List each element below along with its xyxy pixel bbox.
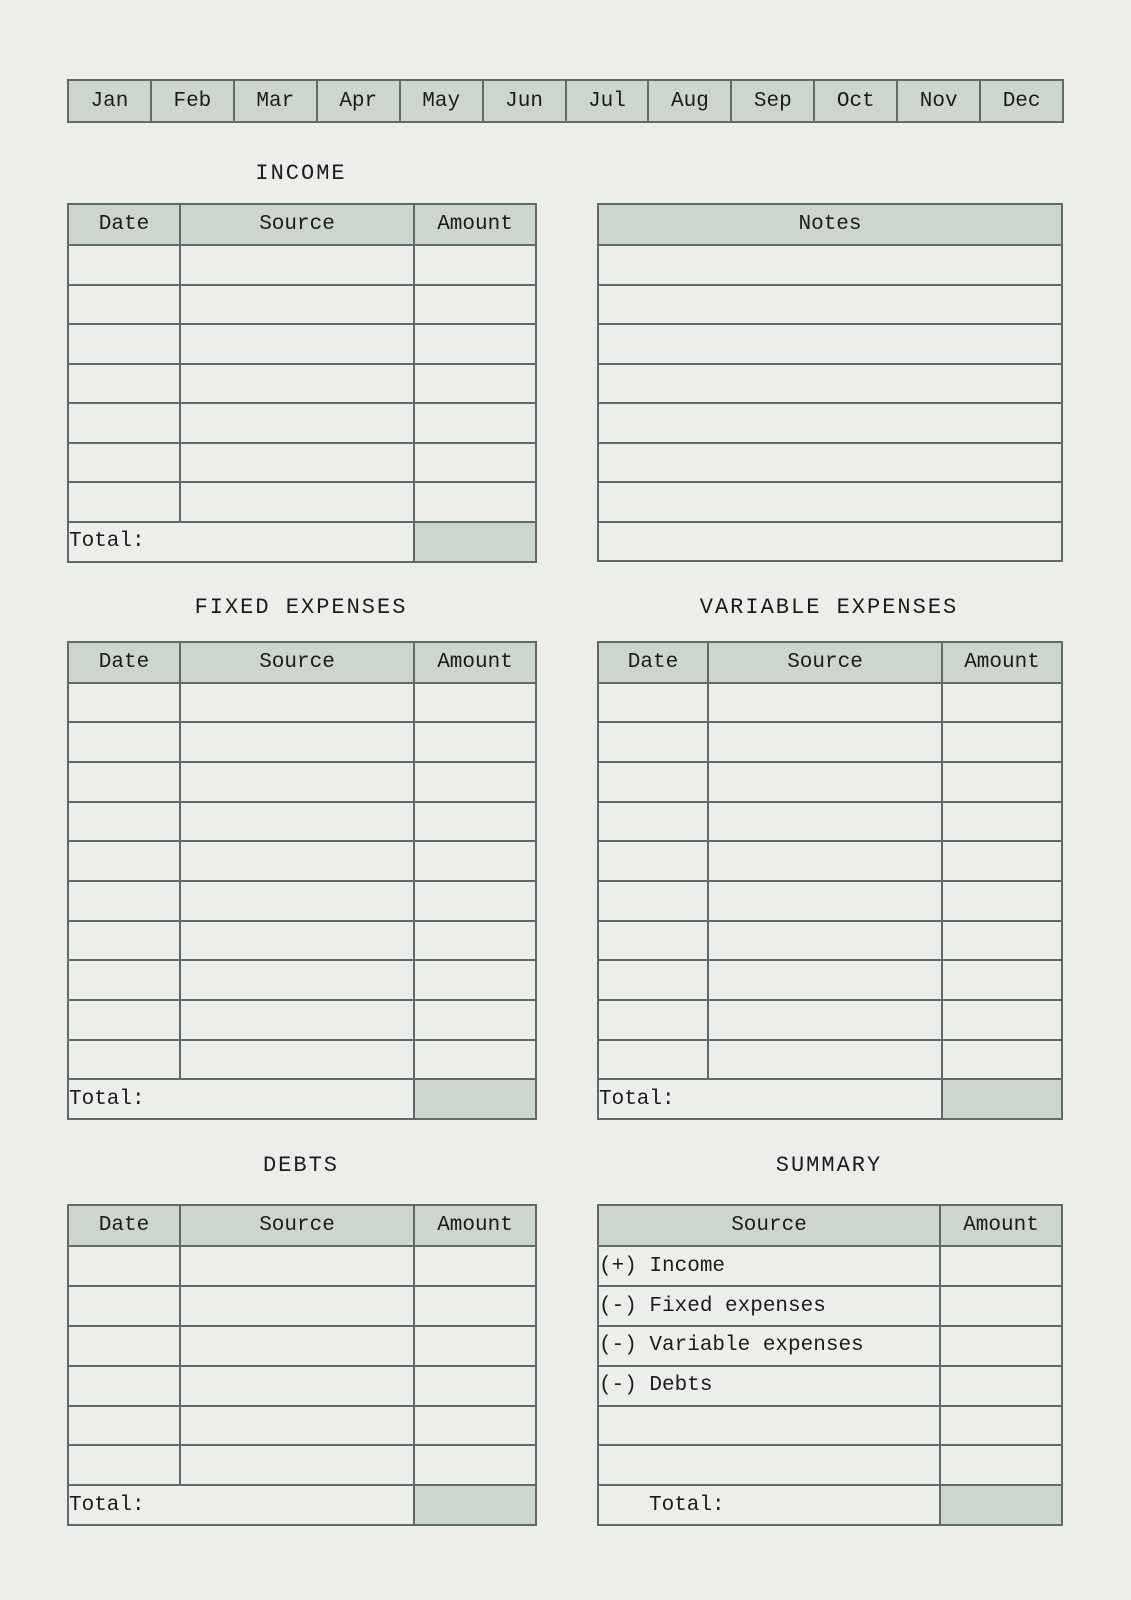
empty-row xyxy=(68,802,536,842)
empty-row xyxy=(598,1445,1062,1485)
empty-cell[interactable] xyxy=(180,841,414,881)
empty-cell[interactable] xyxy=(180,1286,414,1326)
empty-cell[interactable] xyxy=(68,403,180,443)
empty-row xyxy=(68,921,536,961)
empty-cell[interactable] xyxy=(414,762,536,802)
empty-cell[interactable] xyxy=(598,1000,708,1040)
empty-cell[interactable] xyxy=(68,482,180,522)
section-row-expenses xyxy=(67,563,1064,1121)
empty-cell[interactable] xyxy=(414,1326,536,1366)
section-row-debts-summary xyxy=(67,1120,1064,1526)
empty-cell[interactable] xyxy=(414,482,536,522)
empty-cell[interactable] xyxy=(942,1000,1062,1040)
empty-cell[interactable] xyxy=(708,802,942,842)
empty-cell[interactable] xyxy=(942,841,1062,881)
debts-title: DEBTS xyxy=(262,1153,339,1179)
month-tab-dec[interactable]: Dec xyxy=(981,81,1062,121)
empty-cell[interactable] xyxy=(180,1366,414,1406)
fixed-expenses-date-header: Date xyxy=(68,642,180,683)
empty-cell[interactable] xyxy=(942,762,1062,802)
empty-cell[interactable] xyxy=(708,921,942,961)
debts-section xyxy=(67,1120,535,1526)
month-tab-aug[interactable]: Aug xyxy=(649,81,732,121)
empty-cell[interactable] xyxy=(180,403,414,443)
empty-row xyxy=(598,841,1062,881)
empty-cell[interactable] xyxy=(414,1366,536,1406)
month-tab-oct[interactable]: Oct xyxy=(815,81,898,121)
summary-title: SUMMARY xyxy=(775,1153,883,1179)
empty-cell[interactable] xyxy=(180,1406,414,1446)
empty-cell[interactable] xyxy=(942,921,1062,961)
summary-total-row xyxy=(598,1485,1062,1525)
empty-row xyxy=(68,683,536,723)
debts-source-header: Source xyxy=(180,1205,414,1246)
empty-cell[interactable] xyxy=(414,403,536,443)
empty-cell[interactable] xyxy=(598,443,1062,483)
fixed-expenses-header-row xyxy=(68,642,536,683)
empty-cell[interactable] xyxy=(598,403,1062,443)
empty-row xyxy=(68,324,536,364)
empty-row xyxy=(598,960,1062,1000)
empty-cell[interactable] xyxy=(68,324,180,364)
empty-row xyxy=(598,1040,1062,1080)
empty-row xyxy=(598,762,1062,802)
empty-cell[interactable] xyxy=(414,443,536,483)
empty-cell[interactable] xyxy=(180,1445,414,1485)
empty-cell[interactable] xyxy=(414,1000,536,1040)
empty-cell[interactable] xyxy=(598,324,1062,364)
empty-cell[interactable] xyxy=(414,881,536,921)
income-date-header: Date xyxy=(68,204,180,245)
empty-row xyxy=(598,285,1062,325)
empty-cell[interactable] xyxy=(68,364,180,404)
empty-cell[interactable] xyxy=(180,921,414,961)
empty-cell[interactable] xyxy=(942,960,1062,1000)
empty-row xyxy=(598,722,1062,762)
summary-line-item-income xyxy=(598,1246,1062,1286)
variable-expenses-header-row xyxy=(598,642,1062,683)
variable-expenses-table xyxy=(597,641,1063,1121)
empty-cell[interactable] xyxy=(598,285,1062,325)
empty-row xyxy=(68,1040,536,1080)
month-tab-mar[interactable]: Mar xyxy=(235,81,318,121)
empty-cell[interactable] xyxy=(414,683,536,723)
empty-row xyxy=(598,1406,1062,1446)
empty-row xyxy=(598,881,1062,921)
summary-income-label: (+) Income xyxy=(598,1246,940,1286)
empty-cell[interactable] xyxy=(708,683,942,723)
empty-cell[interactable] xyxy=(598,841,708,881)
empty-cell[interactable] xyxy=(708,1040,942,1080)
empty-cell[interactable] xyxy=(68,1406,180,1446)
month-tab-apr[interactable]: Apr xyxy=(318,81,401,121)
summary-debts-label: (-) Debts xyxy=(598,1366,940,1406)
summary-header-row xyxy=(598,1205,1062,1246)
empty-cell[interactable] xyxy=(180,324,414,364)
fixed-expenses-total-amount-cell[interactable] xyxy=(414,1079,536,1119)
empty-cell[interactable] xyxy=(598,722,708,762)
debts-total-label: Total: xyxy=(68,1485,414,1525)
summary-line-item-variable xyxy=(598,1326,1062,1366)
empty-cell[interactable] xyxy=(68,1326,180,1366)
income-table xyxy=(67,203,537,563)
empty-cell[interactable] xyxy=(598,1040,708,1080)
empty-row xyxy=(68,960,536,1000)
empty-cell[interactable] xyxy=(708,722,942,762)
empty-cell[interactable] xyxy=(942,1040,1062,1080)
empty-cell[interactable] xyxy=(180,960,414,1000)
empty-cell[interactable] xyxy=(180,1326,414,1366)
month-tab-sep[interactable]: Sep xyxy=(732,81,815,121)
empty-row xyxy=(68,722,536,762)
variable-expenses-source-header: Source xyxy=(708,642,942,683)
month-tab-jul[interactable]: Jul xyxy=(567,81,650,121)
empty-cell[interactable] xyxy=(180,762,414,802)
summary-fixed-label: (-) Fixed expenses xyxy=(598,1286,940,1326)
empty-cell[interactable] xyxy=(414,802,536,842)
empty-row xyxy=(68,403,536,443)
income-total-row xyxy=(68,522,536,562)
empty-row xyxy=(598,403,1062,443)
summary-debts-amount-cell[interactable] xyxy=(940,1366,1062,1406)
month-tab-feb[interactable]: Feb xyxy=(152,81,235,121)
empty-cell[interactable] xyxy=(414,960,536,1000)
empty-cell[interactable] xyxy=(180,443,414,483)
empty-row xyxy=(598,921,1062,961)
empty-cell[interactable] xyxy=(414,1445,536,1485)
empty-cell[interactable] xyxy=(598,482,1062,522)
empty-cell[interactable] xyxy=(180,722,414,762)
month-tab-may[interactable]: May xyxy=(401,81,484,121)
empty-cell[interactable] xyxy=(598,683,708,723)
income-header-row xyxy=(68,204,536,245)
empty-cell[interactable] xyxy=(414,324,536,364)
empty-row xyxy=(598,364,1062,404)
empty-cell[interactable] xyxy=(180,285,414,325)
income-source-header: Source xyxy=(180,204,414,245)
empty-cell[interactable] xyxy=(942,881,1062,921)
fixed-expenses-title: FIXED EXPENSES xyxy=(194,594,408,620)
notes-section xyxy=(597,123,1061,562)
empty-cell[interactable] xyxy=(180,802,414,842)
empty-row xyxy=(598,245,1062,285)
summary-fixed-amount-cell[interactable] xyxy=(940,1286,1062,1326)
summary-table xyxy=(597,1204,1063,1526)
empty-cell[interactable] xyxy=(598,245,1062,285)
empty-row xyxy=(68,1246,536,1286)
month-tab-jan[interactable]: Jan xyxy=(69,81,152,121)
month-strip xyxy=(67,79,1064,123)
summary-source-header: Source xyxy=(598,1205,940,1246)
empty-cell[interactable] xyxy=(68,960,180,1000)
empty-cell[interactable] xyxy=(68,1000,180,1040)
empty-cell[interactable] xyxy=(414,1040,536,1080)
empty-cell[interactable] xyxy=(68,443,180,483)
empty-cell[interactable] xyxy=(180,245,414,285)
empty-cell[interactable] xyxy=(68,1445,180,1485)
empty-cell[interactable] xyxy=(68,1286,180,1326)
empty-row xyxy=(68,1286,536,1326)
empty-row xyxy=(598,683,1062,723)
empty-row xyxy=(68,841,536,881)
empty-row xyxy=(598,1000,1062,1040)
empty-cell[interactable] xyxy=(414,1286,536,1326)
empty-cell[interactable] xyxy=(68,1246,180,1286)
empty-cell[interactable] xyxy=(414,364,536,404)
empty-cell[interactable] xyxy=(68,802,180,842)
empty-row xyxy=(598,443,1062,483)
empty-cell[interactable] xyxy=(68,285,180,325)
income-total-label: Total: xyxy=(68,522,414,562)
debts-total-amount-cell[interactable] xyxy=(414,1485,536,1525)
income-section xyxy=(67,123,535,563)
empty-cell[interactable] xyxy=(598,921,708,961)
empty-cell[interactable] xyxy=(414,1246,536,1286)
empty-cell[interactable] xyxy=(598,522,1062,562)
empty-cell[interactable] xyxy=(940,1445,1062,1485)
empty-cell[interactable] xyxy=(180,1246,414,1286)
section-row-income-notes xyxy=(67,123,1064,563)
empty-row xyxy=(68,482,536,522)
empty-cell[interactable] xyxy=(68,245,180,285)
fixed-expenses-total-row xyxy=(68,1079,536,1119)
summary-total-label: Total: xyxy=(598,1485,940,1525)
income-amount-header: Amount xyxy=(414,204,536,245)
empty-cell[interactable] xyxy=(598,1406,940,1446)
variable-expenses-date-header: Date xyxy=(598,642,708,683)
empty-cell[interactable] xyxy=(68,881,180,921)
empty-cell[interactable] xyxy=(180,683,414,723)
empty-cell[interactable] xyxy=(708,841,942,881)
empty-cell[interactable] xyxy=(598,881,708,921)
notes-header: Notes xyxy=(598,204,1062,245)
variable-expenses-total-amount-cell[interactable] xyxy=(942,1079,1062,1119)
empty-cell[interactable] xyxy=(598,1445,940,1485)
notes-table xyxy=(597,203,1063,562)
variable-expenses-amount-header: Amount xyxy=(942,642,1062,683)
variable-expenses-section xyxy=(597,563,1061,1121)
debts-amount-header: Amount xyxy=(414,1205,536,1246)
empty-cell[interactable] xyxy=(180,1000,414,1040)
income-title: INCOME xyxy=(255,161,347,186)
empty-row xyxy=(68,1366,536,1406)
empty-cell[interactable] xyxy=(68,1366,180,1406)
empty-row xyxy=(68,1445,536,1485)
empty-cell[interactable] xyxy=(708,762,942,802)
empty-cell[interactable] xyxy=(708,1000,942,1040)
empty-row xyxy=(68,1000,536,1040)
empty-cell[interactable] xyxy=(598,364,1062,404)
empty-row xyxy=(68,762,536,802)
empty-cell[interactable] xyxy=(598,762,708,802)
empty-row xyxy=(68,881,536,921)
variable-expenses-total-label: Total: xyxy=(598,1079,942,1119)
month-tab-jun[interactable]: Jun xyxy=(484,81,567,121)
empty-cell[interactable] xyxy=(68,683,180,723)
fixed-expenses-amount-header: Amount xyxy=(414,642,536,683)
fixed-expenses-source-header: Source xyxy=(180,642,414,683)
empty-cell[interactable] xyxy=(414,285,536,325)
summary-section xyxy=(597,1120,1061,1526)
debts-date-header: Date xyxy=(68,1205,180,1246)
empty-cell[interactable] xyxy=(180,1040,414,1080)
empty-cell[interactable] xyxy=(68,722,180,762)
empty-cell[interactable] xyxy=(598,960,708,1000)
empty-cell[interactable] xyxy=(414,1406,536,1446)
summary-total-amount-cell[interactable] xyxy=(940,1485,1062,1525)
empty-cell[interactable] xyxy=(414,841,536,881)
empty-cell[interactable] xyxy=(68,841,180,881)
empty-row xyxy=(598,324,1062,364)
summary-income-amount-cell[interactable] xyxy=(940,1246,1062,1286)
debts-total-row xyxy=(68,1485,536,1525)
empty-cell[interactable] xyxy=(414,921,536,961)
empty-cell[interactable] xyxy=(708,881,942,921)
empty-row xyxy=(68,364,536,404)
summary-line-item-debts xyxy=(598,1366,1062,1406)
empty-cell[interactable] xyxy=(942,802,1062,842)
debts-header-row xyxy=(68,1205,536,1246)
empty-row xyxy=(68,1326,536,1366)
empty-cell[interactable] xyxy=(940,1406,1062,1446)
empty-row xyxy=(68,285,536,325)
empty-cell[interactable] xyxy=(414,722,536,762)
fixed-expenses-table xyxy=(67,641,537,1121)
month-tab-nov[interactable]: Nov xyxy=(898,81,981,121)
empty-cell[interactable] xyxy=(68,921,180,961)
empty-cell[interactable] xyxy=(180,881,414,921)
empty-cell[interactable] xyxy=(180,482,414,522)
summary-amount-header: Amount xyxy=(940,1205,1062,1246)
variable-expenses-total-row xyxy=(598,1079,1062,1119)
fixed-expenses-total-label: Total: xyxy=(68,1079,414,1119)
empty-row xyxy=(598,802,1062,842)
empty-row xyxy=(598,522,1062,562)
empty-cell[interactable] xyxy=(414,245,536,285)
debts-table xyxy=(67,1204,537,1526)
empty-cell[interactable] xyxy=(598,802,708,842)
empty-cell[interactable] xyxy=(68,762,180,802)
notes-header-row xyxy=(598,204,1062,245)
empty-row xyxy=(68,1406,536,1446)
empty-row xyxy=(68,443,536,483)
empty-row xyxy=(598,482,1062,522)
summary-variable-label: (-) Variable expenses xyxy=(598,1326,940,1366)
summary-variable-amount-cell[interactable] xyxy=(940,1326,1062,1366)
fixed-expenses-section xyxy=(67,563,535,1121)
empty-cell[interactable] xyxy=(942,722,1062,762)
notes-title-spacer xyxy=(597,162,1061,186)
empty-cell[interactable] xyxy=(180,364,414,404)
variable-expenses-title: VARIABLE EXPENSES xyxy=(699,594,959,620)
empty-row xyxy=(68,245,536,285)
summary-line-item-fixed xyxy=(598,1286,1062,1326)
empty-cell[interactable] xyxy=(708,960,942,1000)
empty-cell[interactable] xyxy=(942,683,1062,723)
empty-cell[interactable] xyxy=(68,1040,180,1080)
income-total-amount-cell[interactable] xyxy=(414,522,536,562)
